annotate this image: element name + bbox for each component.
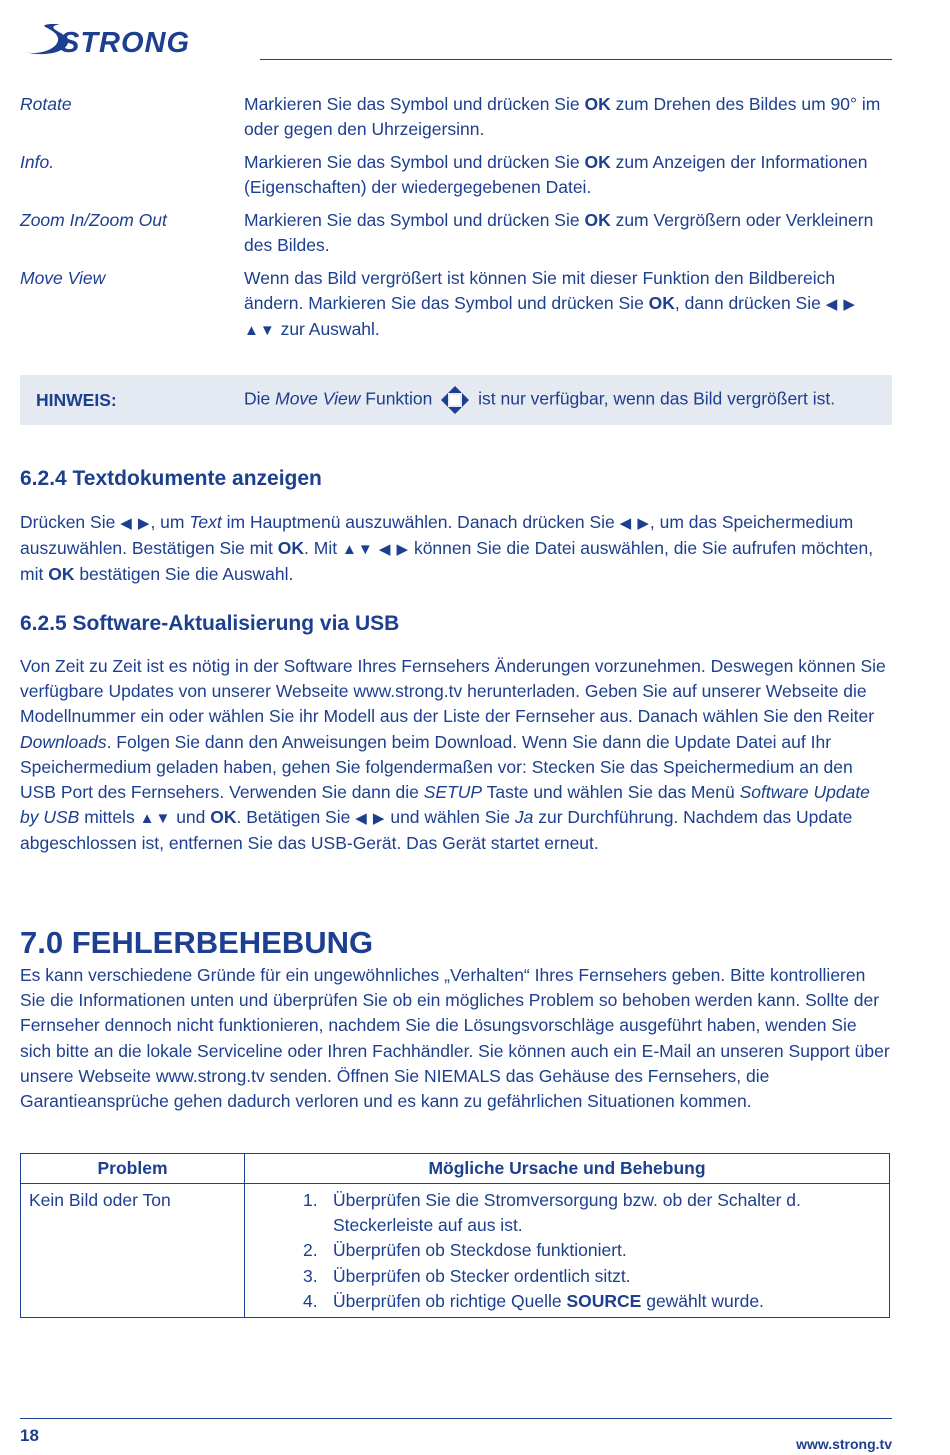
def-term: Zoom In/Zoom Out — [20, 210, 167, 230]
def-term: Rotate — [20, 94, 72, 114]
move-view-icon — [439, 384, 471, 416]
footer-rule — [20, 1418, 892, 1419]
troubleshooting-table — [20, 1153, 890, 1318]
section-6-2-4-text: Drücken Sie ◀ ▶, um Text im Hauptmenü auszuwählen. Danach drücken Sie ◀ ▶, um das Speichermedium auszuwählen. Bestätigen Sie mit OK. Mit ▲▼ ◀ ▶ können Sie die Datei auswählen, die Sie aufrufen möchten, mit OK bestätigen Sie die Auswahl. — [20, 512, 874, 585]
list-item: 1. Überprüfen Sie die Stromversorgung bzw. ob der Schalter d. Steckerleiste auf aus ist. — [303, 1190, 801, 1236]
arrow-keys-icon: ◀ ▶ — [355, 810, 386, 828]
table-row — [21, 1184, 890, 1318]
list-item: 4. Überprüfen ob richtige Quelle SOURCE gewählt wurde. — [303, 1290, 764, 1311]
chapter-heading-7-0: 7.0 FEHLERBEHEBUNG — [20, 925, 374, 960]
def-desc: Wenn das Bild vergrößert ist können Sie mit dieser Funktion den Bildbereich ändern. Markieren Sie das Symbol und drücken Sie OK, dann drücken Sie ◀ ▶ ▲▼ zur Auswahl. — [244, 268, 856, 339]
def-desc: Markieren Sie das Symbol und drücken Sie OK zum Anzeigen der Informationen (Eigenschaften) der wiedergegebenen Datei. — [244, 152, 868, 197]
strong-logo — [20, 22, 225, 58]
arrow-keys-icon: ▲▼ — [139, 810, 172, 828]
website-link[interactable]: www.strong.tv — [796, 1436, 892, 1452]
def-row-info — [20, 150, 892, 200]
list-item: 2. Überprüfen ob Steckdose funktioniert. — [303, 1240, 627, 1261]
note-text: Die Move View Funktion ist nur verfügbar, wenn das Bild vergrößert ist. — [244, 384, 835, 416]
section-heading-6-2-5: 6.2.5 Software-Aktualisierung via USB — [20, 612, 400, 635]
arrow-keys-icon: ◀ ▶ ▲▼ — [244, 296, 856, 339]
def-row-move-view — [20, 266, 892, 343]
section-6-2-5-text: Von Zeit zu Zeit ist es nötig in der Software Ihres Fernsehers Änderungen vorzunehmen. Deswegen können Sie verfügbare Updates von unserer Webseite www.strong.tv herunterladen. Geben Sie auf unserer Webseite die Modellnummer ein oder wählen Sie ihr Modell aus der Liste der Fernseher aus. Danach wählen Sie den Reiter Downloads. Folgen Sie dann den Anweisungen beim Download. Wenn Sie dann die Update Datei auf Ihr Speichermedium geladen haben, gehen Sie folgendermaßen vor: Stecken Sie das Speichermedium an den USB Port des Fernsehers. Verwenden Sie dann die SETUP Taste und wählen Sie das Menü Software Update by USB mittels ▲▼ und OK. Betätigen Sie ◀ ▶ und wählen Sie Ja zur Durchführung. Nachdem das Update abgeschlossen ist, entfernen Sie das USB-Gerät. Das Gerät startet erneut. — [20, 656, 886, 854]
page-number: 18 — [20, 1426, 39, 1445]
section-heading-6-2-4: 6.2.4 Textdokumente anzeigen — [20, 467, 322, 490]
solution-cell — [245, 1184, 890, 1318]
table-header-row — [21, 1154, 890, 1184]
note-box — [20, 375, 892, 425]
def-row-rotate — [20, 92, 892, 142]
arrow-keys-icon: ◀ ▶ — [619, 515, 650, 532]
solution-steps — [253, 1188, 881, 1314]
chapter-7-0-text: Es kann verschiedene Gründe für ein ungewöhnliches „Verhalten“ Ihres Fernsehers geben. Bitte kontrollieren Sie die Informationen unten und überprüfen Sie ob ein mögliches Problem so behoben werden kann. Sollte der Fernseher dennoch nicht funktionieren, nachdem Sie die Lösungsvorschläge ausgeführt haben, wenden Sie sich bitte an die lokale Serviceline oder Ihren Fachhändler. Sie können auch ein E-Mail an unseren Support über unsere Webseite www.strong.tv senden. Öffnen Sie NIEMALS das Gehäuse des Fernsehers, die Garantieansprüche gehen dadurch verloren und es kann zu gefährlichen Situationen kommen. — [20, 965, 890, 1112]
def-term: Move View — [20, 268, 106, 288]
def-term: Info. — [20, 152, 55, 172]
def-row-zoom — [20, 208, 892, 258]
svg-text:STRONG: STRONG — [60, 27, 191, 58]
arrow-keys-icon: ◀ ▶ — [120, 515, 151, 532]
problem-cell: Kein Bild oder Ton — [21, 1184, 245, 1318]
arrow-keys-icon: ▲▼ ◀ ▶ — [341, 541, 410, 559]
def-desc: Markieren Sie das Symbol und drücken Sie OK zum Drehen des Bildes um 90° im oder gegen den Uhrzeigersinn. — [244, 94, 881, 139]
column-header-solution: Mögliche Ursache und Behebung — [245, 1154, 890, 1184]
definition-list — [20, 92, 892, 351]
list-item: 3. Überprüfen ob Stecker ordentlich sitzt. — [303, 1265, 631, 1286]
def-desc: Markieren Sie das Symbol und drücken Sie OK zum Vergrößern oder Verkleinern des Bildes. — [244, 210, 874, 255]
header-rule — [260, 59, 892, 60]
column-header-problem: Problem — [21, 1154, 245, 1184]
note-label: HINWEIS: — [36, 389, 117, 410]
